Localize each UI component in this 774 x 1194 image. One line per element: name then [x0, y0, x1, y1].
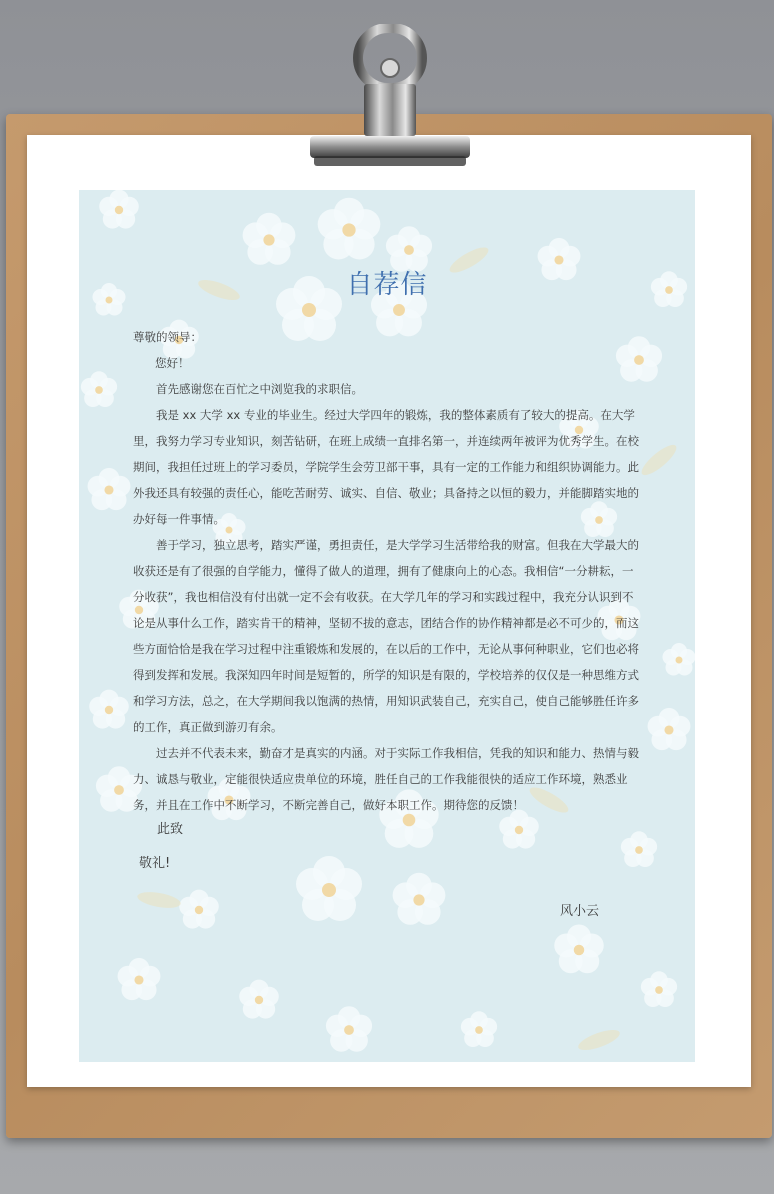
binder-clip-icon	[300, 24, 480, 179]
paragraph-1: 首先感谢您在百忙之中浏览我的求职信。	[156, 382, 363, 396]
letter-body	[133, 324, 641, 818]
paragraph-3: 善于学习，独立思考，踏实严谨，勇担责任，是大学学习生活带给我的财富。但我在大学最大的收获还是有了很强的自学能力，懂得了做人的道理，拥有了健康向上的心态。我相信“一分耕耘，一分收获”，我也相信没有付出就一定不会有收获。在大学几年的学习和实践过程中，我充分认识到不论是从事什么工作，踏实肯干的精神，坚韧不拔的意志，团结合作的协作精神都是必不可少的，而这些方面恰恰是我在学习过程中注重锻炼和发展的，在以后的工作中，无论从事何种职业，它们也必将得到发挥和发展。我深知四年时间是短暂的，所学的知识是有限的，学校培养的仅仅是一种思维方式和学习方法，总之，在大学期间我以饱满的热情，用知识武装自己，充实自己，使自己能够胜任许多的工作，真正做到游刃有余。	[133, 538, 639, 734]
salute: 敬礼!	[139, 856, 171, 871]
salutation: 尊敬的领导：	[133, 330, 202, 344]
closing: 此致	[157, 822, 184, 837]
paragraph-4: 过去并不代表未来，勤奋才是真实的内涵。对于实际工作我相信，凭我的知识和能力、热情与毅力、诚恳与敬业，定能很快适应贵单位的环境，胜任自己的工作我能很快的适应工作环境，熟悉业务，并且在工作中不断学习，不断完善自己，做好本职工作。期待您的反馈！	[133, 746, 639, 812]
paragraph-2: 我是 xx 大学 xx 专业的毕业生。经过大学四年的锻炼，我的整体素质有了较大的提高。在大学里，我努力学习专业知识，刻苦钻研，在班上成绩一直排名第一，并连续两年被评为优秀学生。在校期间，我担任过班上的学习委员，学院学生会劳卫部干事，具有一定的工作能力和组织协调能力。此外我还具有较强的责任心，能吃苦耐劳、诚实、自信、敬业；具备持之以恒的毅力，并能脚踏实地的办好每一件事情。	[133, 408, 639, 526]
letter-page	[79, 190, 695, 1062]
letter-title: 自荐信	[346, 270, 428, 300]
signature: 风小云	[560, 904, 600, 919]
greeting: 您好！	[155, 356, 190, 370]
